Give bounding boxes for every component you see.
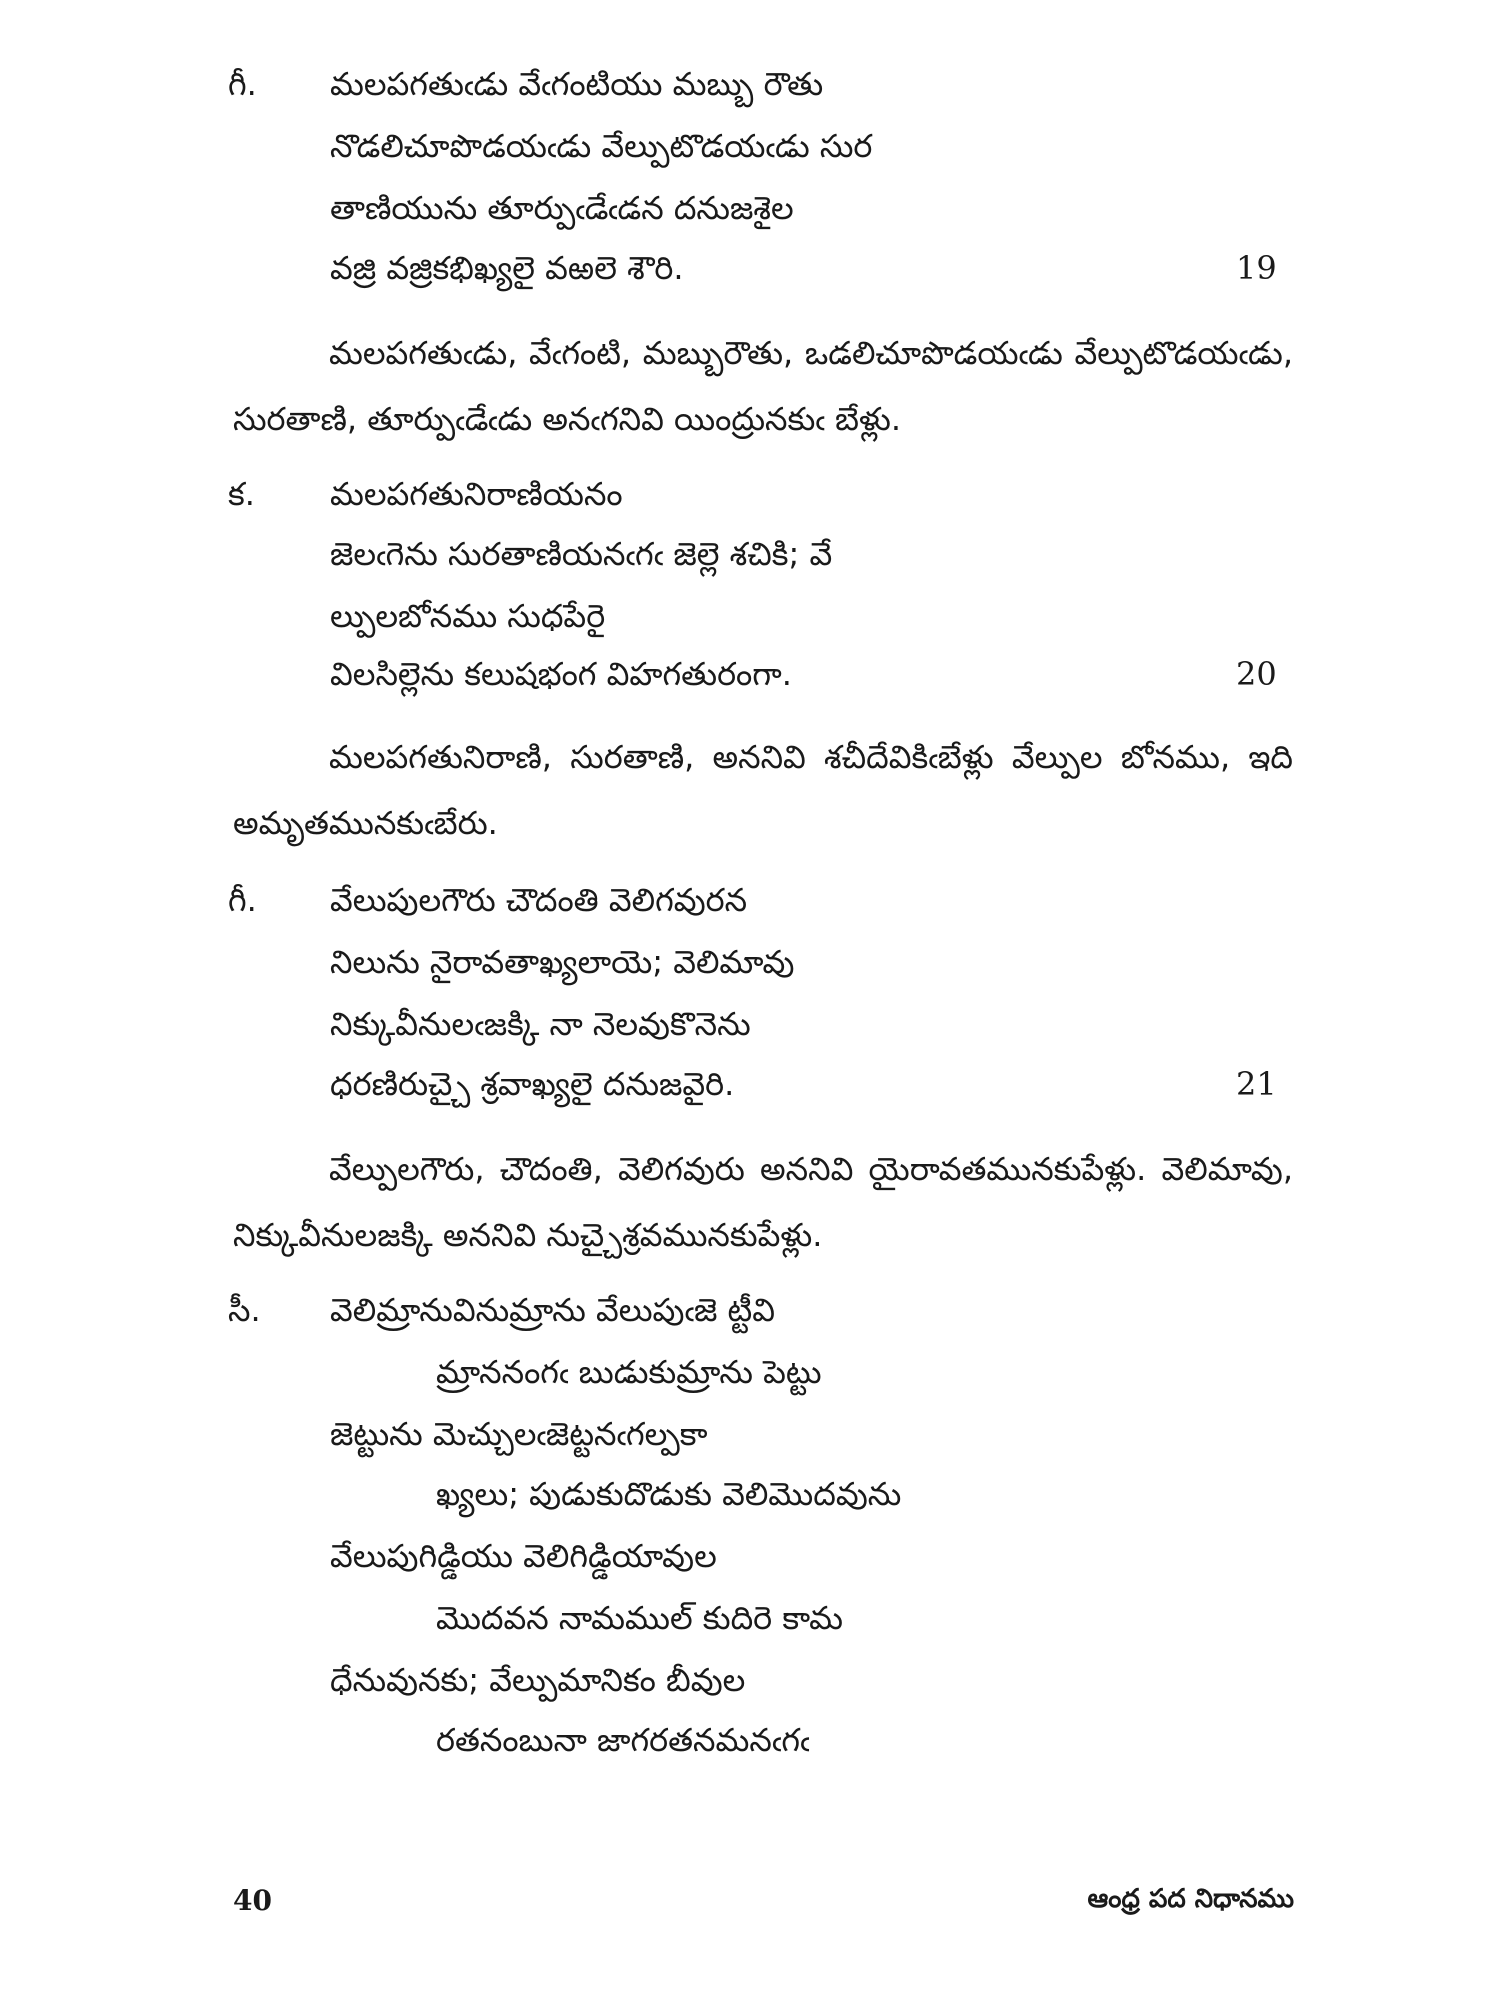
page-number: 40 — [233, 1884, 272, 1917]
verse-line: విలసిల్లెను కలుషభంగ విహగతురంగా. — [330, 655, 792, 693]
prose-paragraph: మలపగతునిరాణి, సురతాణి, అననివి శచీదేవికిఁబేళ్లు వేల్పుల బోనము, ఇది అమృతమునకుఁబేరు. — [233, 738, 1293, 842]
verse-line: జెట్టును మెచ్చులఁజెట్టనఁగల్పకా — [330, 1415, 708, 1453]
meter-label: గీ. — [228, 881, 257, 919]
verse-line: ధరణిరుచ్చై శ్రవాఖ్యలై దనుజవైరి. — [330, 1065, 735, 1103]
verse-line: జెలఁగెను సురతాణియనఁగఁ జెల్లె శచికి; వే — [330, 535, 833, 573]
verse-line: రతనంబునా జాగరతనమనఁగఁ — [436, 1721, 810, 1759]
verse-number: 20 — [1236, 655, 1277, 693]
verse-number: 21 — [1236, 1065, 1277, 1103]
meter-label: క. — [228, 475, 255, 513]
verse-line: మలపగతుఁడు వేఁగంటియు మబ్బు రౌతు — [330, 65, 824, 103]
book-title: ఆంధ్ర పద నిధానము — [1087, 1884, 1294, 1914]
verse-line: మలపగతునిరాణియనం — [330, 475, 623, 513]
verse-line: వెలిమ్రానువినుమ్రాను వేలుపుఁజె ట్టీవి — [330, 1291, 776, 1329]
verse-line: వజ్రి వజ్రికభిఖ్యలై వఱలె శౌరి. — [330, 249, 684, 287]
verse-number: 19 — [1236, 249, 1277, 287]
verse-line: తాణియును తూర్పుఁడేఁడన దనుజశైల — [330, 189, 794, 227]
verse-line: మొదవన నామముల్ కుదిరె కామ — [436, 1599, 843, 1637]
verse-line: నొడలిచూపొడయఁడు వేల్పుటొడయఁడు సుర — [330, 127, 873, 165]
verse-line: ధేనువునకు; వేల్పుమానికం బీవుల — [330, 1661, 746, 1699]
prose-paragraph: మలపగతుఁడు, వేఁగంటి, మబ్బురౌతు, ఒడలిచూపొడయఁడు వేల్పుటొడయఁడు, సురతాణి, తూర్పుఁడేఁడు అనఁగనివి యింద్రునకుఁ బేళ్లు. — [233, 334, 1293, 438]
meter-label: సీ. — [228, 1291, 261, 1329]
prose-paragraph: వేల్పులగౌరు, చౌదంతి, వెలిగవురు అననివి యైరావతమునకుపేళ్లు. వెలిమావు, నిక్కువీనులజక్కి అననివి నుచ్చైశ్రవమునకుపేళ్లు. — [233, 1150, 1293, 1254]
verse-line: ఖ్యలు; పుడుకుదొడుకు వెలిమొదవును — [436, 1475, 902, 1513]
verse-line: మ్రాననంగఁ బుడుకుమ్రాను పెట్టు — [436, 1353, 822, 1391]
verse-line: నిలును నైరావతాఖ్యలాయె; వెలిమావు — [330, 943, 795, 981]
verse-line: నిక్కువీనులఁజక్కి నా నెలవుకొనెను — [330, 1005, 751, 1043]
verse-line: ల్పులబోనము సుధపేరై — [330, 597, 606, 635]
verse-line: వేలుపుగిడ్డియు వెలిగిడ్డియావుల — [330, 1537, 717, 1575]
verse-line: వేలుపులగౌరు చౌదంతి వెలిగవురన — [330, 881, 748, 919]
meter-label: గీ. — [228, 65, 257, 103]
